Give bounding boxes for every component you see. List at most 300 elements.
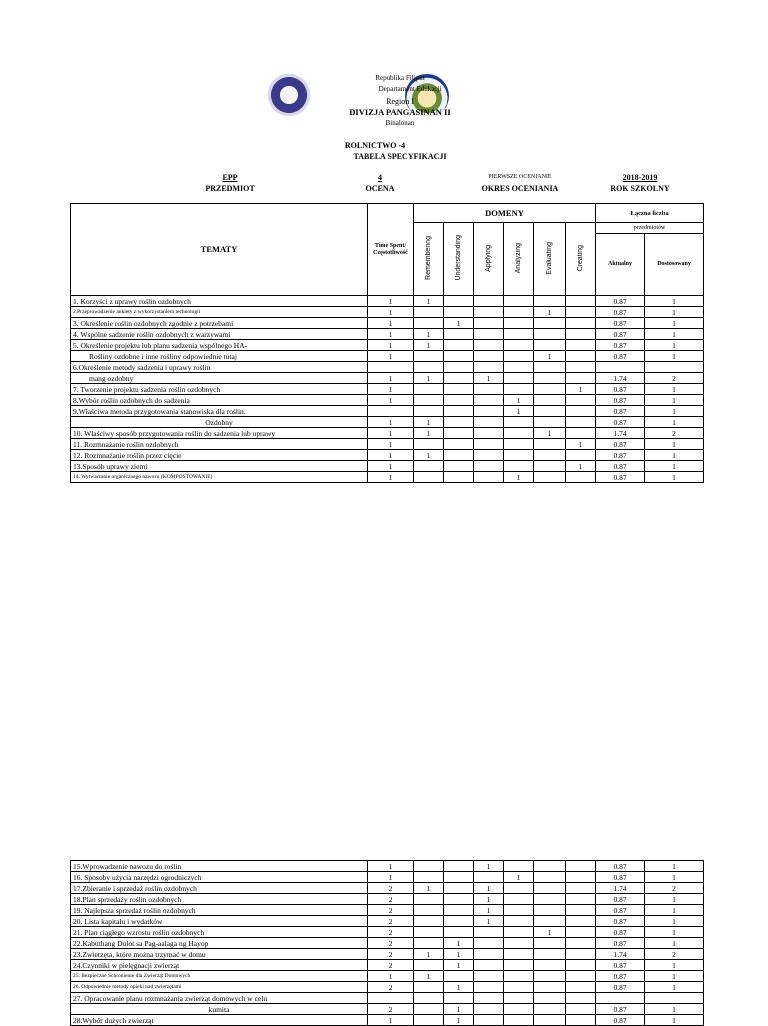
time-spent-cell [368,406,414,417]
domain-cell: 1 [534,927,566,938]
domain-cell [566,916,596,927]
domain-evaluating-header: Evaluating [534,223,566,296]
table-title: TABELA SPECYFIKACJI [353,152,447,161]
year-label: ROK SZKOLNY [610,184,670,193]
time-spent-cell: 1 [368,307,414,318]
adjusted-cell: 1 [645,916,704,927]
domain-cell [474,351,504,362]
domain-cell [474,318,504,329]
domain-cell: 1 [414,340,444,351]
topic-cell: 1. Korzyści z uprawy roślin ozdobnych [71,296,368,307]
year-value: 2018-2019 [622,173,658,182]
domain-cell [444,373,474,384]
domain-cell [414,472,444,483]
actual-cell: 0.87 [596,905,645,916]
domain-cell: 1 [566,384,596,395]
topic-cell: 7. Tworzenie projektu sadzenia roślin ozdobnych [71,384,368,395]
actual-cell: 0.87 [596,1015,645,1026]
table-row [71,905,704,916]
domain-cell: 1 [474,883,504,894]
domain-cell [444,307,474,318]
domain-cell [504,949,534,960]
domain-cell [444,417,474,428]
topic-cell: Ozdobny [71,417,368,428]
time-spent-cell: 1 [368,296,414,307]
domain-cell [566,406,596,417]
domain-cell [414,351,444,362]
domain-cell [504,318,534,329]
domain-cell [566,938,596,949]
adjusted-cell: 1 [645,472,704,483]
domain-cell [444,351,474,362]
domain-cell [444,461,474,472]
actual-cell: 0.87 [596,329,645,340]
domain-cell [414,318,444,329]
time-spent-cell: 1 [368,395,414,406]
topic-cell: 2.Przeprowadzenie ankiety z wykorzystaniem technologii [71,307,368,318]
domain-cell [504,428,534,439]
domain-cell: 1 [444,1015,474,1026]
time-spent-cell: 2 [368,916,414,927]
time-spent-cell: 1 [368,351,414,362]
domain-cell [474,1004,504,1015]
domain-cell [566,351,596,362]
actual-cell: 0.87 [596,417,645,428]
domain-cell [566,861,596,872]
domain-cell [504,439,534,450]
topic-cell: 21. Plan ciągłego wzrostu roślin ozdobnych [71,927,368,938]
domain-cell: 1 [444,960,474,971]
table-row [71,971,704,982]
time-spent-cell [368,993,414,1004]
adjusted-cell: 1 [645,307,704,318]
actual-cell: 1.74 [596,373,645,384]
domain-cell [504,982,534,993]
time-spent-cell: 1 [368,450,414,461]
domain-cell [566,340,596,351]
adjusted-cell: 1 [645,406,704,417]
domain-cell [444,384,474,395]
domain-cell [444,439,474,450]
division-text: DIVIZJA PANGASINAN II [349,107,451,117]
adjusted-cell: 1 [645,1004,704,1015]
table-row [71,938,704,949]
domains-header: DOMENY [414,204,596,223]
domain-cell [534,905,566,916]
actual-cell: 1.74 [596,949,645,960]
adjusted-cell: 1 [645,296,704,307]
topic-cell: mang ozdobny [71,373,368,384]
table-row [71,362,704,373]
table-row [71,960,704,971]
grade-label: OCENA [365,184,395,193]
time-spent-cell: 2 [368,883,414,894]
domain-cell [566,905,596,916]
domain-cell: 1 [414,296,444,307]
domain-cell [414,938,444,949]
domain-cell [414,395,444,406]
table-row [71,296,704,307]
topic-cell: 8.Wybór roślin ozdobnych do sadzenia [71,395,368,406]
domain-cell [534,329,566,340]
topic-cell: 17.Zbieranie i sprzedaż roślin ozdobnych [71,883,368,894]
domain-cell [534,993,566,1004]
domain-cell [504,1004,534,1015]
domain-cell [566,472,596,483]
domain-cell [566,318,596,329]
actual-cell: 0.87 [596,296,645,307]
domain-cell [566,373,596,384]
domain-cell [444,872,474,883]
domain-cell [474,428,504,439]
domain-analyzing-header: Analyzing [504,223,534,296]
domain-cell [534,1004,566,1015]
domain-cell [504,960,534,971]
topic-cell: 19. Najlepsza sprzedaż roślin ozdobnych [71,905,368,916]
domain-cell [566,872,596,883]
adjusted-cell: 2 [645,949,704,960]
domain-cell [534,296,566,307]
actual-cell: 0.87 [596,384,645,395]
domain-remembering-header: Remembering [414,223,444,296]
domain-cell: 1 [444,938,474,949]
table-row [71,340,704,351]
specification-table [70,203,704,483]
actual-cell: 0.87 [596,1004,645,1015]
domain-cell [504,905,534,916]
topic-cell: 16. Sposoby użycia narzędzi ogrodniczych [71,872,368,883]
adjusted-cell: 1 [645,417,704,428]
specification-table-continued [70,860,704,1026]
domain-cell: 1 [444,982,474,993]
domain-cell [474,461,504,472]
domain-cell [414,982,444,993]
topic-cell: 22.Kabuthang Dulot sa Pag-aalaga ng Hayop [71,938,368,949]
actual-cell: 1.74 [596,428,645,439]
domain-applying-header: Applying [474,223,504,296]
domain-cell [504,307,534,318]
domain-cell [444,927,474,938]
table-row [71,993,704,1004]
actual-cell: 0.87 [596,461,645,472]
table-row [71,894,704,905]
domain-cell [566,450,596,461]
domain-cell [444,450,474,461]
table-row [71,450,704,461]
table-row [71,1004,704,1015]
domain-cell [566,395,596,406]
actual-cell [596,993,645,1004]
domain-cell [474,395,504,406]
table-row [71,417,704,428]
table-row [71,318,704,329]
time-spent-cell: 1 [368,340,414,351]
topic-cell: 5. Określenie projektu lub planu sadzenia wspólnego HA- [71,340,368,351]
actual-cell: 0.87 [596,927,645,938]
domain-cell [566,883,596,894]
domain-cell [534,318,566,329]
subject-label: PRZEDMIOT [205,184,255,193]
domain-cell [444,905,474,916]
domain-cell [444,861,474,872]
table-row [71,927,704,938]
domain-understanding-header: Understanding [444,223,474,296]
domain-cell [474,384,504,395]
domain-cell [474,340,504,351]
domain-cell [414,861,444,872]
domain-cell [504,461,534,472]
topic-cell: 26. Odpowiednie metody opieki nad zwierzętami [71,982,368,993]
actual-cell: 0.87 [596,982,645,993]
domain-cell [444,883,474,894]
domain-cell [474,872,504,883]
time-spent-cell: 2 [368,960,414,971]
adjusted-cell: 1 [645,395,704,406]
adjusted-cell: 1 [645,318,704,329]
domain-cell [414,916,444,927]
domain-cell [474,450,504,461]
domain-cell: 1 [504,395,534,406]
adjusted-cell: 1 [645,329,704,340]
domain-cell [566,1004,596,1015]
adjusted-cell [645,993,704,1004]
adjusted-cell: 1 [645,971,704,982]
time-spent-header: Time Spent/ Częstotliwość [368,204,414,296]
topic-cell: 18.Plan sprzedaży roślin ozdobnych [71,894,368,905]
table-row [71,439,704,450]
domain-cell [474,960,504,971]
topics-header: TEMATY [71,204,368,296]
domain-cell [534,406,566,417]
actual-cell: 0.87 [596,938,645,949]
domain-cell [534,982,566,993]
table-row [71,395,704,406]
adjusted-cell: 1 [645,872,704,883]
adjusted-cell: 1 [645,861,704,872]
adjusted-cell: 1 [645,439,704,450]
subject-value: EPP [222,173,238,182]
domain-cell: 1 [414,971,444,982]
table-row [71,883,704,894]
time-spent-cell: 2 [368,982,414,993]
domain-cell [474,417,504,428]
department-text: Departament Edukacji [378,85,442,93]
domain-cell [566,307,596,318]
adjusted-cell: 1 [645,960,704,971]
domain-cell [474,472,504,483]
actual-cell: 0.87 [596,307,645,318]
time-spent-cell: 1 [368,373,414,384]
actual-cell: 1.74 [596,883,645,894]
time-spent-cell: 2 [368,905,414,916]
adjusted-cell: 1 [645,461,704,472]
domain-cell [414,307,444,318]
time-spent-cell [368,362,414,373]
domain-cell [474,307,504,318]
domain-cell [534,417,566,428]
domain-cell [534,894,566,905]
domain-cell: 1 [566,461,596,472]
topic-cell: 13.Sposób uprawy ziemi [71,461,368,472]
domain-cell [504,340,534,351]
domain-cell [444,406,474,417]
actual-cell: 0.87 [596,971,645,982]
topic-cell: 11. Rozmnażanie roślin ozdobnych [71,439,368,450]
domain-cell [504,861,534,872]
table-row [71,949,704,960]
domain-cell [504,938,534,949]
domain-cell [504,883,534,894]
domain-cell: 1 [474,373,504,384]
adjusted-cell: 1 [645,894,704,905]
topic-cell: Rośliny ozdobne i inne rośliny odpowiednie tutaj [71,351,368,362]
domain-cell [534,872,566,883]
actual-cell: 0.87 [596,861,645,872]
domain-cell: 1 [444,318,474,329]
domain-cell: 1 [566,439,596,450]
actual-cell: 0.87 [596,406,645,417]
time-spent-cell: 2 [368,949,414,960]
table-row [71,861,704,872]
table-row [71,406,704,417]
domain-cell [444,296,474,307]
topic-cell: 14. Wytwarzanie organicznego nawozu (KOMPOSTOWANIE) [71,472,368,483]
domain-cell [504,894,534,905]
domain-cell [444,916,474,927]
topic-cell: 27. Opracowanie planu rozmnażania zwierząt domowych w celu [71,993,368,1004]
actual-cell: 0.87 [596,894,645,905]
actual-cell: 0.87 [596,450,645,461]
domain-cell [566,993,596,1004]
domain-cell [504,450,534,461]
domain-cell [414,905,444,916]
domain-cell: 1 [504,472,534,483]
region-text: Region I [386,97,414,106]
time-spent-cell: 1 [368,318,414,329]
actual-cell: 0.87 [596,318,645,329]
domain-cell [534,883,566,894]
adjusted-cell: 2 [645,373,704,384]
domain-cell [566,894,596,905]
table-row [71,428,704,439]
domain-cell [534,861,566,872]
time-spent-cell: 1 [368,384,414,395]
domain-cell [566,982,596,993]
domain-cell [566,417,596,428]
domain-cell [444,362,474,373]
total-items-header: Łączna liczba [596,204,704,223]
domain-cell: 1 [534,351,566,362]
adjusted-cell: 1 [645,927,704,938]
domain-cell [474,406,504,417]
domain-cell [534,472,566,483]
domain-cell [504,296,534,307]
domain-cell: 1 [444,949,474,960]
domain-cell: 1 [474,916,504,927]
time-spent-cell: 1 [368,417,414,428]
domain-cell [474,362,504,373]
adjusted-cell: 1 [645,938,704,949]
domain-cell [566,329,596,340]
topic-cell: 23.Zwierzęta, które można trzymać w domu [71,949,368,960]
adjusted-cell: 1 [645,982,704,993]
domain-cell: 1 [414,450,444,461]
topic-cell: 28.Wybór dużych zwierząt [71,1015,368,1026]
domain-cell [504,993,534,1004]
domain-cell [474,938,504,949]
time-spent-cell: 2 [368,894,414,905]
domain-cell [474,971,504,982]
adjusted-cell: 2 [645,428,704,439]
time-spent-cell: 1 [368,428,414,439]
table-row [71,373,704,384]
time-spent-cell: 2 [368,927,414,938]
table-row [71,461,704,472]
domain-cell [504,362,534,373]
actual-cell: 0.87 [596,351,645,362]
domain-cell [566,971,596,982]
actual-cell: 0.87 [596,395,645,406]
domain-cell [414,927,444,938]
adjusted-cell [645,362,704,373]
topic-cell: 25. Bezpieczne Schronienie dla Zwierząt Domowych [71,971,368,982]
actual-cell: 0.87 [596,439,645,450]
domain-cell [534,439,566,450]
time-spent-cell: 1 [368,872,414,883]
adjusted-cell: 1 [645,905,704,916]
time-spent-cell: 1 [368,472,414,483]
topic-cell: 6.Określenie metody sadzenia i uprawy roślin [71,362,368,373]
domain-cell [474,993,504,1004]
domain-cell: 1 [414,883,444,894]
domain-creating-header: Creating [566,223,596,296]
domain-cell: 1 [414,329,444,340]
actual-cell: 0.87 [596,472,645,483]
items-subheader: przedmiotów [596,223,704,234]
domain-cell [414,993,444,1004]
domain-cell: 1 [474,905,504,916]
topic-cell: kumita [71,1004,368,1015]
topic-cell: 20. Lista kapitału i wydatków [71,916,368,927]
table-row [71,916,704,927]
adjusted-cell: 1 [645,340,704,351]
domain-cell [534,340,566,351]
time-spent-cell: 1 [368,971,414,982]
domain-cell [566,927,596,938]
table-row [71,472,704,483]
domain-cell [474,927,504,938]
adjusted-cell: 1 [645,450,704,461]
time-spent-cell: 2 [368,938,414,949]
domain-cell [504,417,534,428]
domain-cell [414,960,444,971]
table-row [71,329,704,340]
domain-cell [534,949,566,960]
domain-cell [444,971,474,982]
actual-cell: 0.87 [596,872,645,883]
domain-cell [504,329,534,340]
domain-cell: 1 [534,428,566,439]
domain-cell [534,384,566,395]
topic-cell: 3. Określenie roślin ozdobnych zgodnie z potrzebami [71,318,368,329]
domain-cell [534,373,566,384]
domain-cell [534,362,566,373]
domain-cell [534,971,566,982]
actual-cell: 0.87 [596,340,645,351]
domain-cell [534,916,566,927]
time-spent-cell: 1 [368,461,414,472]
time-spent-cell: 1 [368,329,414,340]
